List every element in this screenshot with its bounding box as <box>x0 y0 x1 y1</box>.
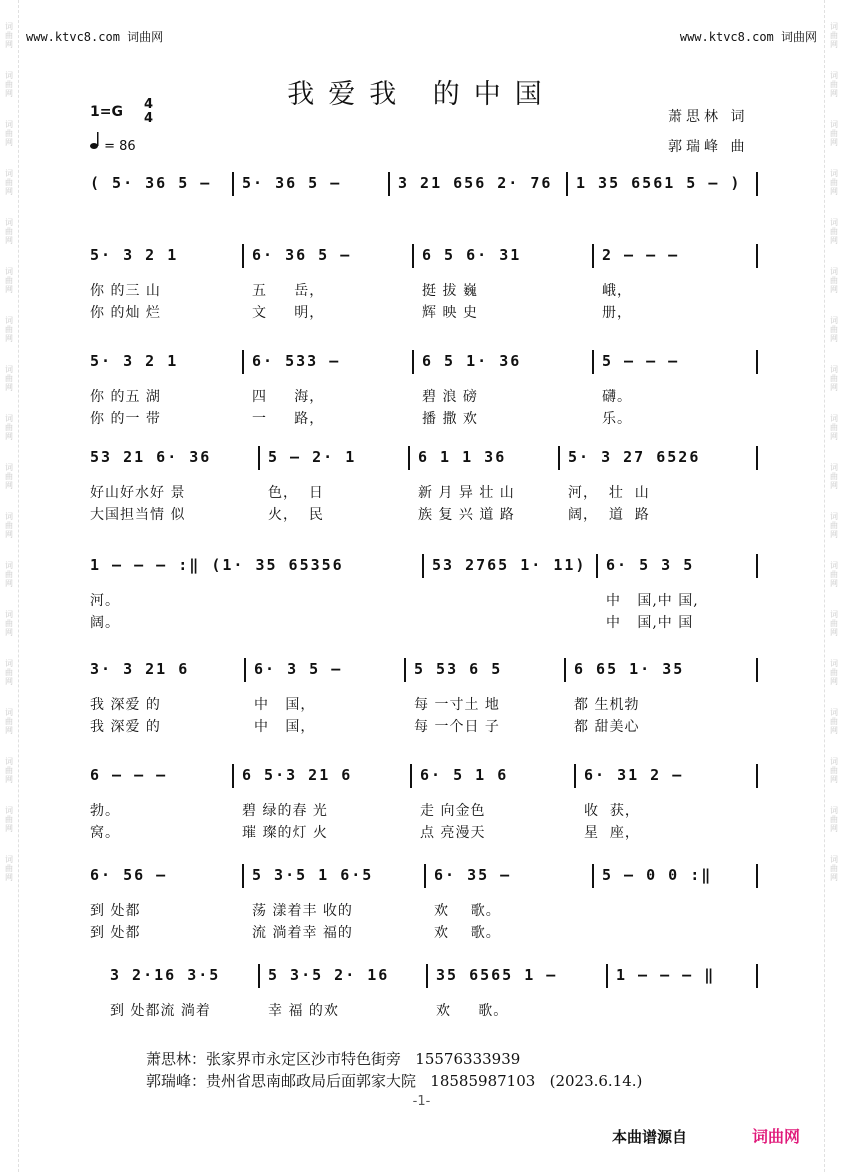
bar-line <box>596 554 598 578</box>
melody-measure: 53 21 6· 36 <box>90 448 212 466</box>
lyric-line: 族 复 兴 道 路 <box>418 507 515 523</box>
melody-measure: 3 21 656 2· 76 <box>398 174 553 192</box>
side-watermark-text: 词 曲 网 <box>5 71 13 98</box>
lyric-line: 都 甜美心 <box>574 719 640 735</box>
bar-line <box>574 764 576 788</box>
melody-measure: 6· 35 – <box>434 866 512 884</box>
lyric-line: 收 获， <box>584 803 640 819</box>
lyric-line: 一 路， <box>252 411 325 427</box>
bar-line <box>756 554 758 578</box>
lyric-line: 流 淌着幸 福的 <box>252 925 353 941</box>
side-watermark-text: 词 曲 网 <box>830 659 838 686</box>
source-brand-link[interactable]: 词曲网 <box>752 1127 801 1146</box>
lyric-line: 河。 <box>90 593 120 609</box>
lyric-line: 河， 壮 山 <box>568 485 650 501</box>
bar-line <box>424 864 426 888</box>
lyric-line: 勃。 <box>90 803 120 819</box>
bar-line <box>592 350 594 374</box>
side-watermark-text: 词 曲 网 <box>5 659 13 686</box>
melody-measure: 5· 3 2 1 <box>90 246 179 264</box>
lyricist-credit: 萧思林 词 <box>668 109 749 125</box>
lyric-line: 大国担当情 似 <box>90 507 186 523</box>
side-watermark-text: 词 曲 网 <box>830 463 838 490</box>
side-watermark-text: 词 曲 网 <box>5 120 13 147</box>
bar-line <box>422 554 424 578</box>
lyric-line: 到 处都流 淌着 <box>110 1003 211 1019</box>
melody-measure: 6· 31 2 – <box>584 766 684 784</box>
time-signature-top: 4 <box>144 97 154 112</box>
lyric-line: 幸 福 的欢 <box>268 1003 339 1019</box>
side-watermark-text: 词 曲 网 <box>5 806 13 833</box>
side-watermark-text: 词 曲 网 <box>830 414 838 441</box>
bar-line <box>242 244 244 268</box>
score-row <box>0 448 843 548</box>
side-watermark-text: 词 曲 网 <box>5 463 13 490</box>
melody-measure: 1 35 6561 5 – ) <box>576 174 742 192</box>
lyric-line: 文 明， <box>252 305 325 321</box>
lyric-line: 碧 绿的春 光 <box>242 803 328 819</box>
score-row <box>0 556 843 656</box>
lyric-line: 碧 浪 磅 <box>422 389 478 405</box>
melody-measure: 5 – – – <box>602 352 680 370</box>
melody-measure: 5 53 6 5 <box>414 660 503 678</box>
bar-line <box>232 172 234 196</box>
lyric-line: 礴。 <box>602 389 632 405</box>
bar-line <box>412 244 414 268</box>
lyric-line: 走 向金色 <box>420 803 486 819</box>
melody-measure: 6 5 1· 36 <box>422 352 522 370</box>
side-watermark-text: 词 曲 网 <box>5 610 13 637</box>
time-signature-bottom: 4 <box>144 111 154 126</box>
bar-line <box>258 446 260 470</box>
side-watermark-text: 词 曲 网 <box>830 22 838 49</box>
song-title: 我爱我 的中国 <box>287 79 556 110</box>
lyric-line: 阔。 <box>90 615 120 631</box>
lyric-line: 你 的三 山 <box>90 283 161 299</box>
bar-line <box>408 446 410 470</box>
melody-measure: 6· 5 1 6 <box>420 766 509 784</box>
melody-measure: 6 65 1· 35 <box>574 660 685 678</box>
bar-line <box>388 172 390 196</box>
bar-line <box>606 964 608 988</box>
side-watermark-text: 词 曲 网 <box>830 169 838 196</box>
bar-line <box>756 244 758 268</box>
bar-line <box>756 764 758 788</box>
bar-line <box>410 764 412 788</box>
side-watermark-text: 词 曲 网 <box>5 22 13 49</box>
side-watermark-text: 词 曲 网 <box>830 316 838 343</box>
melody-measure: 5 – 2· 1 <box>268 448 357 466</box>
bar-line <box>756 172 758 196</box>
side-watermark-text: 词 曲 网 <box>830 855 838 882</box>
bar-line <box>756 658 758 682</box>
side-watermark-text: 词 曲 网 <box>5 414 13 441</box>
lyric-line: 中 国， <box>254 719 316 735</box>
melody-measure: 6· 3 5 – <box>254 660 343 678</box>
melody-measure: 3 2·16 3·5 <box>110 966 221 984</box>
side-watermark-text: 词 曲 网 <box>5 855 13 882</box>
lyric-line: 色， 日 <box>268 485 324 501</box>
lyric-line: 我 深爱 的 <box>90 719 161 735</box>
melody-measure: 6 5·3 21 6 <box>242 766 353 784</box>
key-signature: 1=G <box>90 104 123 120</box>
side-watermark-text: 词 曲 网 <box>830 806 838 833</box>
score-row <box>0 766 843 866</box>
side-watermark-text: 词 曲 网 <box>830 218 838 245</box>
bar-line <box>566 172 568 196</box>
bar-line <box>756 864 758 888</box>
lyric-line: 都 生机勃 <box>574 697 640 713</box>
lyric-line: 窝。 <box>90 825 120 841</box>
lyric-line: 四 海， <box>252 389 325 405</box>
lyric-line: 好山好水好 景 <box>90 485 186 501</box>
side-watermark-text: 词 曲 网 <box>5 512 13 539</box>
lyric-line: 点 亮漫天 <box>420 825 486 841</box>
melody-measure: 6· 36 5 – <box>252 246 352 264</box>
lyric-line: 峨， <box>602 283 632 299</box>
header-url-right[interactable]: www.ktvc8.com 词曲网 <box>679 30 817 44</box>
tempo-marking <box>90 132 136 154</box>
melody-measure: 53 2765 1· 11) <box>432 556 587 574</box>
time-signature <box>144 98 153 126</box>
side-watermark-text: 词 曲 网 <box>830 365 838 392</box>
lyric-line: 你 的一 带 <box>90 411 161 427</box>
bar-line <box>756 446 758 470</box>
melody-measure: 6 – – – <box>90 766 168 784</box>
composer-contact: 郭瑞峰：贵州省思南邮政局后面郭家大院 18585987103 (2023.6.14.) <box>146 1072 643 1090</box>
lyric-line: 阔， 道 路 <box>568 507 650 523</box>
page-number: -1- <box>412 1094 431 1109</box>
side-watermark-text: 词 曲 网 <box>5 708 13 735</box>
side-watermark-text: 词 曲 网 <box>5 218 13 245</box>
bar-line <box>592 244 594 268</box>
bar-line <box>756 964 758 988</box>
melody-measure: 6 5 6· 31 <box>422 246 522 264</box>
lyric-line: 中 国， <box>254 697 316 713</box>
side-watermark-text: 词 曲 网 <box>830 610 838 637</box>
melody-measure: 5 3·5 2· 16 <box>268 966 390 984</box>
lyric-line: 火， 民 <box>268 507 324 523</box>
score-row <box>0 866 843 966</box>
lyric-line: 乐。 <box>602 411 632 427</box>
source-label: 本曲谱源自 <box>612 1128 688 1146</box>
lyric-line: 星 座， <box>584 825 640 841</box>
melody-measure: 5 3·5 1 6·5 <box>252 866 374 884</box>
side-watermark-text: 词 曲 网 <box>830 267 838 294</box>
quarter-note-icon <box>90 132 100 154</box>
header-url-left[interactable]: www.ktvc8.com 词曲网 <box>26 30 164 44</box>
side-watermark-text: 词 曲 网 <box>830 757 838 784</box>
side-watermark-text: 词 曲 网 <box>830 708 838 735</box>
lyric-line: 欢 歌。 <box>436 1003 509 1019</box>
side-watermark-text: 词 曲 网 <box>5 365 13 392</box>
tempo-value: = 86 <box>104 139 136 154</box>
lyric-line: 璀 璨的灯 火 <box>242 825 328 841</box>
melody-measure: 35 6565 1 – <box>436 966 558 984</box>
side-watermark-text: 词 曲 网 <box>830 120 838 147</box>
score-row <box>0 660 843 760</box>
side-watermark-text: 词 曲 网 <box>5 757 13 784</box>
side-watermark-text: 词 曲 网 <box>5 267 13 294</box>
side-watermark-text: 词 曲 网 <box>5 561 13 588</box>
melody-measure: ( 5· 36 5 – <box>90 174 212 192</box>
side-watermark-text: 词 曲 网 <box>830 71 838 98</box>
melody-measure: 3· 3 21 6 <box>90 660 190 678</box>
lyric-line: 到 处都 <box>90 903 141 919</box>
lyric-line: 册， <box>602 305 632 321</box>
melody-measure: 5 – 0 0 :‖ <box>602 866 713 884</box>
lyric-line: 中 国,中 国 <box>606 615 694 631</box>
lyricist-contact: 萧思林：张家界市永定区沙市特色街旁 15576333939 <box>146 1050 521 1068</box>
score-row <box>0 352 843 452</box>
lyric-line: 播 撒 欢 <box>422 411 478 427</box>
melody-measure: 6· 56 – <box>90 866 168 884</box>
melody-measure: 5· 36 5 – <box>242 174 342 192</box>
melody-measure: 5· 3 27 6526 <box>568 448 701 466</box>
bar-line <box>244 658 246 682</box>
lyric-line: 你 的五 湖 <box>90 389 161 405</box>
melody-measure: 1 – – – ‖ <box>616 966 716 984</box>
bar-line <box>258 964 260 988</box>
lyric-line: 你 的灿 烂 <box>90 305 161 321</box>
score-row <box>0 246 843 346</box>
bar-line <box>412 350 414 374</box>
side-watermark-text: 词 曲 网 <box>5 316 13 343</box>
lyric-line: 每 一寸土 地 <box>414 697 500 713</box>
bar-line <box>242 350 244 374</box>
lyric-line: 我 深爱 的 <box>90 697 161 713</box>
composer-credit: 郭瑞峰 曲 <box>668 139 749 155</box>
lyric-line: 欢 歌。 <box>434 903 501 919</box>
bar-line <box>242 864 244 888</box>
lyric-line: 挺 拔 巍 <box>422 283 478 299</box>
lyric-line: 欢 歌。 <box>434 925 501 941</box>
melody-measure: 6· 5 3 5 <box>606 556 695 574</box>
melody-measure: 2 – – – <box>602 246 680 264</box>
lyric-line: 新 月 异 壮 山 <box>418 485 515 501</box>
bar-line <box>592 864 594 888</box>
bar-line <box>558 446 560 470</box>
lyric-line: 五 岳， <box>252 283 325 299</box>
bar-line <box>404 658 406 682</box>
side-watermark-text: 词 曲 网 <box>830 561 838 588</box>
lyric-line: 到 处都 <box>90 925 141 941</box>
melody-measure: 6· 533 – <box>252 352 341 370</box>
side-watermark-text: 词 曲 网 <box>830 512 838 539</box>
lyric-line: 荡 漾着丰 收的 <box>252 903 353 919</box>
bar-line <box>756 350 758 374</box>
bar-line <box>564 658 566 682</box>
bar-line <box>232 764 234 788</box>
melody-measure: 5· 3 2 1 <box>90 352 179 370</box>
melody-measure: 1 – – – :‖ (1· 35 65356 <box>90 556 344 574</box>
bar-line <box>426 964 428 988</box>
lyric-line: 辉 映 史 <box>422 305 478 321</box>
melody-measure: 6 1 1 36 <box>418 448 507 466</box>
side-watermark-text: 词 曲 网 <box>5 169 13 196</box>
lyric-line: 每 一个日 子 <box>414 719 500 735</box>
lyric-line: 中 国,中 国, <box>606 593 699 609</box>
